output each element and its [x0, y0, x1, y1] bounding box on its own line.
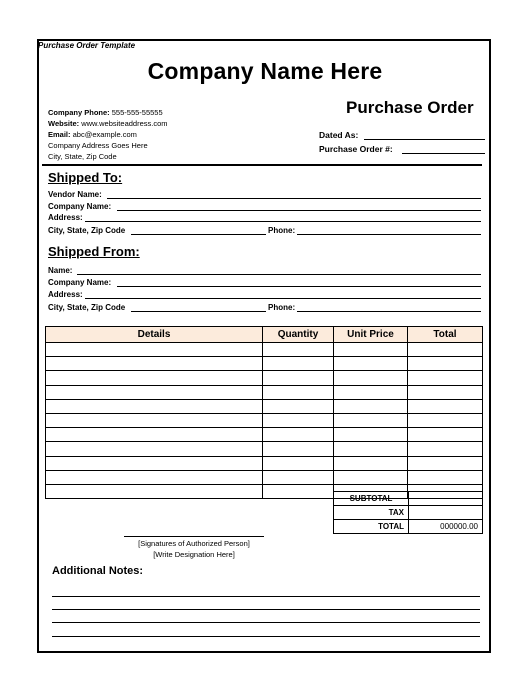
details-cell[interactable]	[46, 357, 263, 371]
company-city: City, State, Zip Code	[48, 152, 117, 161]
unit-price-cell[interactable]	[334, 428, 408, 442]
tax-value[interactable]	[409, 506, 483, 520]
from-address-label: Address:	[48, 290, 83, 299]
company-website: Website: www.websiteaddress.com	[48, 119, 168, 128]
table-row	[46, 343, 483, 357]
company-email: Email: abc@example.com	[48, 130, 137, 139]
total-cell[interactable]	[408, 456, 483, 470]
details-cell[interactable]	[46, 456, 263, 470]
totals-table	[333, 491, 483, 534]
quantity-cell[interactable]	[263, 428, 334, 442]
dated-as-label: Dated As:	[319, 130, 359, 140]
from-company-name-label: Company Name:	[48, 278, 112, 287]
to-address-label: Address:	[48, 213, 83, 222]
company-phone: Company Phone: 555-555-55555	[48, 108, 163, 117]
po-title: Purchase Order	[346, 98, 474, 117]
from-city-field[interactable]	[131, 311, 266, 312]
quantity-cell[interactable]	[263, 399, 334, 413]
unit-price-cell[interactable]	[334, 442, 408, 456]
dated-as-field[interactable]	[364, 139, 485, 140]
details-cell[interactable]	[46, 385, 263, 399]
tax-label: TAX	[334, 506, 409, 520]
shipped-to-heading: Shipped To:	[48, 170, 123, 185]
total-cell[interactable]	[408, 399, 483, 413]
details-cell[interactable]	[46, 484, 263, 498]
signature-line[interactable]	[124, 536, 264, 537]
signature-caption: [Signatures of Authorized Person]	[138, 539, 250, 548]
col-details-header: Details	[46, 327, 263, 343]
quantity-cell[interactable]	[263, 413, 334, 427]
from-city-label: City, State, Zip Code	[48, 303, 126, 312]
table-row	[46, 456, 483, 470]
note-line[interactable]	[52, 596, 480, 597]
to-city-field[interactable]	[131, 234, 266, 235]
unit-price-cell[interactable]	[334, 413, 408, 427]
header-divider	[42, 164, 482, 166]
table-row	[46, 357, 483, 371]
quantity-cell[interactable]	[263, 442, 334, 456]
quantity-cell[interactable]	[263, 357, 334, 371]
template-label: Purchase Order Template	[38, 41, 136, 50]
items-table	[45, 326, 483, 499]
quantity-cell[interactable]	[263, 385, 334, 399]
to-phone-label: Phone:	[268, 226, 296, 235]
unit-price-cell[interactable]	[334, 371, 408, 385]
to-company-name-field[interactable]	[117, 210, 481, 211]
po-number-label: Purchase Order #:	[319, 144, 393, 154]
table-row	[46, 442, 483, 456]
subtotal-label: SUBTOTAL	[334, 492, 409, 506]
vendor-name-field[interactable]	[107, 198, 481, 199]
shipped-from-heading: Shipped From:	[48, 244, 140, 259]
notes-title: Additional Notes:	[52, 565, 144, 577]
unit-price-cell[interactable]	[334, 456, 408, 470]
from-name-field[interactable]	[77, 274, 481, 275]
details-cell[interactable]	[46, 371, 263, 385]
details-cell[interactable]	[46, 413, 263, 427]
from-address-field[interactable]	[85, 298, 481, 299]
total-cell[interactable]	[408, 428, 483, 442]
total-cell[interactable]	[408, 385, 483, 399]
table-row	[46, 399, 483, 413]
total-cell[interactable]	[408, 413, 483, 427]
total-cell[interactable]	[408, 470, 483, 484]
details-cell[interactable]	[46, 470, 263, 484]
to-city-label: City, State, Zip Code	[48, 226, 126, 235]
total-label: TOTAL	[334, 520, 409, 534]
details-cell[interactable]	[46, 428, 263, 442]
table-row	[46, 371, 483, 385]
designation-caption: [Write Designation Here]	[153, 550, 235, 559]
subtotal-value[interactable]	[409, 492, 483, 506]
unit-price-cell[interactable]	[334, 343, 408, 357]
unit-price-cell[interactable]	[334, 357, 408, 371]
total-cell[interactable]	[408, 343, 483, 357]
table-row	[46, 428, 483, 442]
details-cell[interactable]	[46, 442, 263, 456]
note-line[interactable]	[52, 636, 480, 637]
total-cell[interactable]	[408, 357, 483, 371]
unit-price-cell[interactable]	[334, 470, 408, 484]
quantity-cell[interactable]	[263, 371, 334, 385]
col-total-header: Total	[408, 327, 483, 343]
col-unit-price-header: Unit Price	[334, 327, 408, 343]
quantity-cell[interactable]	[263, 484, 334, 498]
total-value[interactable]: 000000.00	[409, 520, 483, 534]
to-phone-field[interactable]	[297, 234, 481, 235]
to-address-field[interactable]	[85, 221, 481, 222]
from-phone-field[interactable]	[297, 311, 481, 312]
from-name-label: Name:	[48, 266, 73, 275]
quantity-cell[interactable]	[263, 470, 334, 484]
total-cell[interactable]	[408, 371, 483, 385]
unit-price-cell[interactable]	[334, 385, 408, 399]
col-quantity-header: Quantity	[263, 327, 334, 343]
company-name: Company Name Here	[147, 58, 383, 84]
quantity-cell[interactable]	[263, 456, 334, 470]
to-company-name-label: Company Name:	[48, 202, 112, 211]
from-company-name-field[interactable]	[117, 286, 481, 287]
po-number-field[interactable]	[402, 153, 485, 154]
from-phone-label: Phone:	[268, 303, 296, 312]
quantity-cell[interactable]	[263, 343, 334, 357]
table-row	[46, 470, 483, 484]
total-cell[interactable]	[408, 442, 483, 456]
note-line[interactable]	[52, 609, 480, 610]
details-cell[interactable]	[46, 343, 263, 357]
note-line[interactable]	[52, 622, 480, 623]
vendor-name-label: Vendor Name:	[48, 190, 102, 199]
company-address: Company Address Goes Here	[48, 141, 148, 150]
table-row	[46, 413, 483, 427]
table-row	[46, 385, 483, 399]
unit-price-cell[interactable]	[334, 399, 408, 413]
details-cell[interactable]	[46, 399, 263, 413]
table-header-row	[46, 327, 483, 343]
